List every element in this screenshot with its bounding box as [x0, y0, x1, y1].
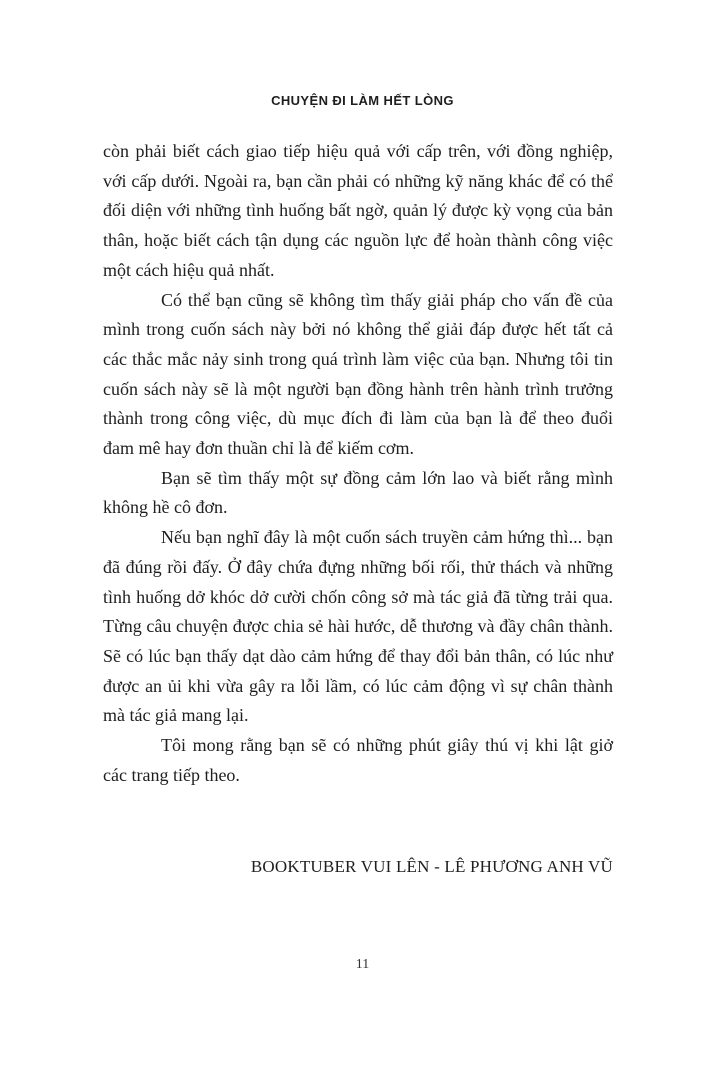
paragraph-1: còn phải biết cách giao tiếp hiệu quả với cấp trên, với đồng nghiệp, với cấp dưới. Ngoài ra, bạn cần phải có những kỹ năng khác để có thể đối diện với những tình huống bất ngờ, quản lý được kỳ vọng của bản thân, hoặc biết cách tận dụng các nguồn lực để hoàn thành công việc một cách hiệu quả nhất. [103, 141, 613, 280]
running-header: CHUYỆN ĐI LÀM HẾT LÒNG [271, 93, 454, 108]
author-signature: BOOKTUBER VUI LÊN - LÊ PHƯƠNG ANH VŨ [250, 857, 613, 876]
paragraph-3: Bạn sẽ tìm thấy một sự đồng cảm lớn lao và biết rằng mình không hề cô đơn. [103, 467, 613, 518]
body-text [103, 137, 613, 790]
paragraph-5: Tôi mong rằng bạn sẽ có những phút giây thú vị khi lật giở các trang tiếp theo. [103, 735, 613, 785]
paragraph-4: Nếu bạn nghĩ đây là một cuốn sách truyền cảm hứng thì... bạn đã đúng rồi đấy. Ở đây chứa đựng những bối rối, thử thách và những tình huống dở khóc dở cười chốn công sở mà tác giả đã từng trải qua. Từng câu chuyện được chia sẻ hài hước, dễ thương và đầy chân thành. Sẽ có lúc bạn thấy dạt dào cảm hứng để thay đổi bản thân, có lúc như được an ủi khi vừa gây ra lỗi lầm, có lúc cảm động vì sự chân thành mà tác giả mang lại. [103, 527, 613, 726]
paragraph-2: Có thể bạn cũng sẽ không tìm thấy giải pháp cho vấn đề của mình trong cuốn sách này bởi nó không thể giải đáp được hết tất cả các thắc mắc nảy sinh trong quá trình làm việc của bạn. Nhưng tôi tin cuốn sách này sẽ là một người bạn đồng hành trên hành trình trưởng thành trong công việc, dù mục đích đi làm của bạn là để theo đuổi đam mê hay đơn thuần chỉ là để kiếm cơm. [103, 289, 613, 459]
page-number: 11 [355, 957, 370, 972]
